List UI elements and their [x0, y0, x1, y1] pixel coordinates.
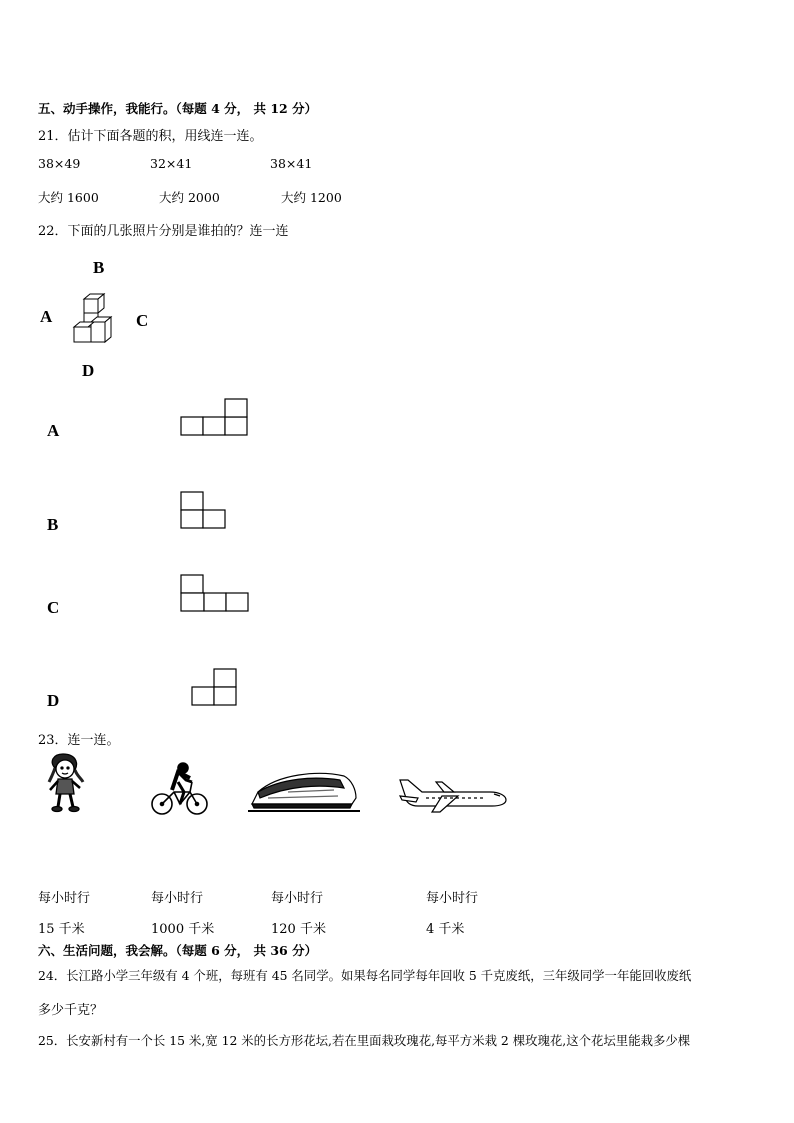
q22-label-c: C [136, 311, 149, 330]
speed-label-2: 每小时行 [151, 891, 204, 906]
q21-answer-1[interactable]: 大约 1600 [38, 190, 99, 205]
q21-expr-1[interactable]: 38×49 [38, 156, 81, 171]
q21-expr-3[interactable]: 38×41 [270, 156, 313, 171]
section5-heading: 五、动手操作，我能行。（每题 4 分， 共 12 分） [38, 101, 318, 116]
q25-text-line1: 25．长安新村有一个长 15 米,宽 12 米的长方形花坛,若在里面栽玫瑰花,每平方米栽 2 棵玫瑰花,这个花坛里能栽多少棵 [38, 1033, 691, 1048]
speed-value-1[interactable]: 15 千米 [38, 922, 85, 937]
q24-text-line2: 多少千克？ [38, 1003, 104, 1018]
speed-value-4[interactable]: 4 千米 [426, 922, 465, 937]
view-b-figure [180, 491, 230, 531]
view-c-figure [180, 574, 252, 614]
speed-label-3: 每小时行 [271, 891, 324, 906]
q22-label-d: D [82, 361, 95, 380]
high-speed-train-icon[interactable] [248, 768, 360, 814]
cube-stack-figure [70, 292, 122, 346]
airplane-icon[interactable] [396, 774, 508, 814]
q22-row-label-d: D [47, 691, 60, 710]
q21-answer-2[interactable]: 大约 2000 [159, 190, 220, 205]
girl-walking-icon[interactable] [45, 752, 87, 814]
speed-value-2[interactable]: 1000 千米 [151, 922, 215, 937]
q22-label-b: B [93, 258, 105, 277]
q22-row-label-c: C [47, 598, 60, 617]
section6-heading: 六、生活问题，我会解。（每题 6 分， 共 36 分） [38, 943, 318, 958]
q22-row-label-b: B [47, 515, 59, 534]
q22-row-label-a: A [47, 421, 60, 440]
q22-text: 22．下面的几张照片分别是谁拍的？连一连 [38, 224, 289, 239]
q24-text-line1: 24．长江路小学三年级有 4 个班，每班有 45 名同学。如果每名同学每年回收 5 千克废纸，三年级同学一年能回收废纸 [38, 968, 692, 983]
q21-expr-2[interactable]: 32×41 [150, 156, 193, 171]
speed-label-1: 每小时行 [38, 891, 91, 906]
q22-label-a: A [40, 307, 53, 326]
speed-value-3[interactable]: 120 千米 [271, 922, 326, 937]
q21-text: 21．估计下面各题的积，用线连一连。 [38, 129, 263, 144]
view-a-figure [180, 398, 250, 438]
q23-text: 23．连一连。 [38, 733, 120, 748]
view-d-figure [191, 668, 241, 708]
q21-answer-3[interactable]: 大约 1200 [281, 190, 342, 205]
cyclist-icon[interactable] [150, 760, 210, 818]
speed-label-4: 每小时行 [426, 891, 479, 906]
